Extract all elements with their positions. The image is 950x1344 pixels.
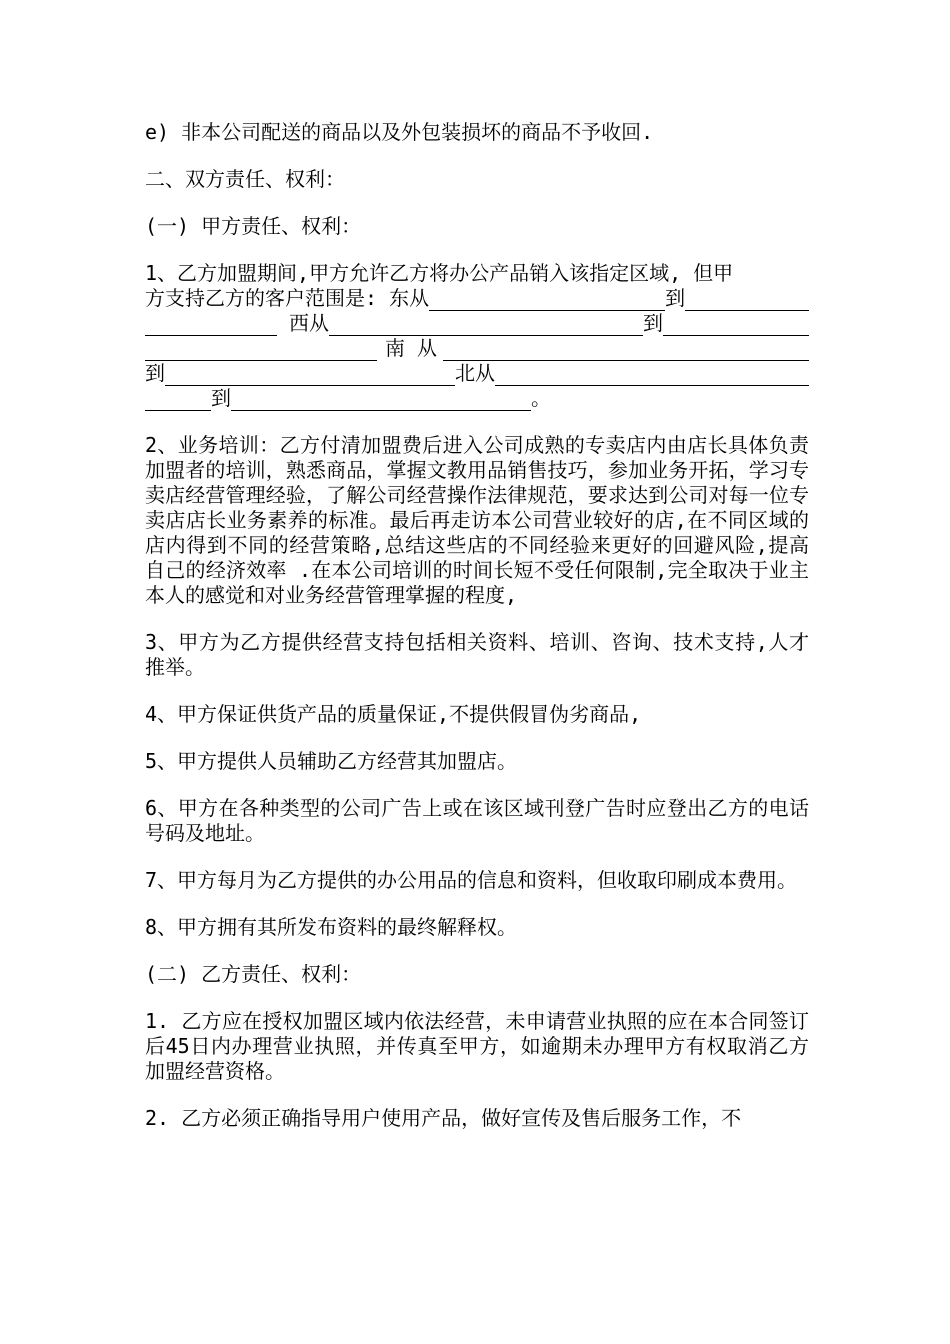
north-to-blank[interactable] xyxy=(231,389,531,411)
territory-line-3 xyxy=(145,311,809,336)
south-to-label: 到 xyxy=(145,361,165,385)
west-to-label: 到 xyxy=(643,311,663,335)
territory-line-4 xyxy=(145,336,809,361)
east-to-blank[interactable] xyxy=(685,289,809,311)
west-from-blank[interactable] xyxy=(329,314,643,336)
clause-a6-advertising: 6、甲方在各种类型的公司广告上或在该区域刊登广告时应登出乙方的电话号码及地址。 xyxy=(145,796,809,845)
clause-e: e) 非本公司配送的商品以及外包装损坏的商品不予收回. xyxy=(145,120,654,144)
clause-b2-guidance: 2. 乙方必须正确指导用户使用产品，做好宣传及售后服务工作，不 xyxy=(145,1106,742,1130)
east-to-label: 到 xyxy=(665,286,686,310)
clause-a3-support: 3、甲方为乙方提供经营支持包括相关资料、培训、咨询、技术支持,人才推举。 xyxy=(145,630,809,679)
clause-a1-territory xyxy=(145,261,809,411)
territory-line-6 xyxy=(145,386,809,411)
south-label: 南 从 xyxy=(385,336,438,360)
east-to-blank-cont[interactable] xyxy=(145,314,277,336)
territory-line-1 xyxy=(145,261,809,286)
clause-b1-license: 1. 乙方应在授权加盟区域内依法经营，未申请营业执照的应在本合同签订后45日内办理营业执照，并传真至甲方，如逾期未办理甲方有权取消乙方加盟经营资格。 xyxy=(145,1009,809,1083)
territory-line-2 xyxy=(145,286,809,311)
clause-a8-interpretation: 8、甲方拥有其所发布资料的最终解释权。 xyxy=(145,915,518,939)
north-from-blank[interactable] xyxy=(495,364,809,386)
east-label: 方支持乙方的客户范围是: 东从 xyxy=(145,286,430,310)
north-from-blank-cont[interactable] xyxy=(145,389,211,411)
territory-end: 。 xyxy=(531,386,551,410)
document-page xyxy=(145,120,809,1153)
north-to-label: 到 xyxy=(211,386,231,410)
clause-a7-materials: 7、甲方每月为乙方提供的办公用品的信息和资料，但收取印刷成本费用。 xyxy=(145,868,798,892)
west-to-blank[interactable] xyxy=(663,314,809,336)
party-a-title: (一) 甲方责任、权利： xyxy=(145,214,362,238)
territory-line-5 xyxy=(145,361,809,386)
clause-a5-staff: 5、甲方提供人员辅助乙方经营其加盟店。 xyxy=(145,749,518,773)
south-to-blank[interactable] xyxy=(165,364,455,386)
east-from-blank[interactable] xyxy=(429,289,665,311)
party-b-title: (二) 乙方责任、权利： xyxy=(145,962,362,986)
clause-a4-quality: 4、甲方保证供货产品的质量保证,不提供假冒伪劣商品, xyxy=(145,702,642,726)
territory-intro: 1、乙方加盟期间,甲方允许乙方将办公产品销入该指定区域, 但甲 xyxy=(145,261,734,285)
section-title-responsibilities: 二、双方责任、权利： xyxy=(145,167,345,191)
west-to-blank-cont[interactable] xyxy=(145,339,377,361)
south-from-blank[interactable] xyxy=(443,339,809,361)
north-label: 北从 xyxy=(455,361,495,385)
clause-a2-training: 2、业务培训：乙方付清加盟费后进入公司成熟的专卖店内由店长具体负责加盟者的培训，熟悉商品，掌握文教用品销售技巧，参加业务开拓，学习专卖店经营管理经验，了解公司经营操作法律规范，要求达到公司对每一位专卖店店长业务素养的标准。最后再走访本公司营业较好的店,在不同区域的店内得到不同的经营策略,总结这些店的不同经验来更好的回避风险,提高自己的经济效率 .在本公司培训的时间长短不受任何限制,完全取决于业主本人的感觉和对业务经营管理掌握的程度, xyxy=(145,433,809,607)
west-label: 西从 xyxy=(289,311,329,335)
